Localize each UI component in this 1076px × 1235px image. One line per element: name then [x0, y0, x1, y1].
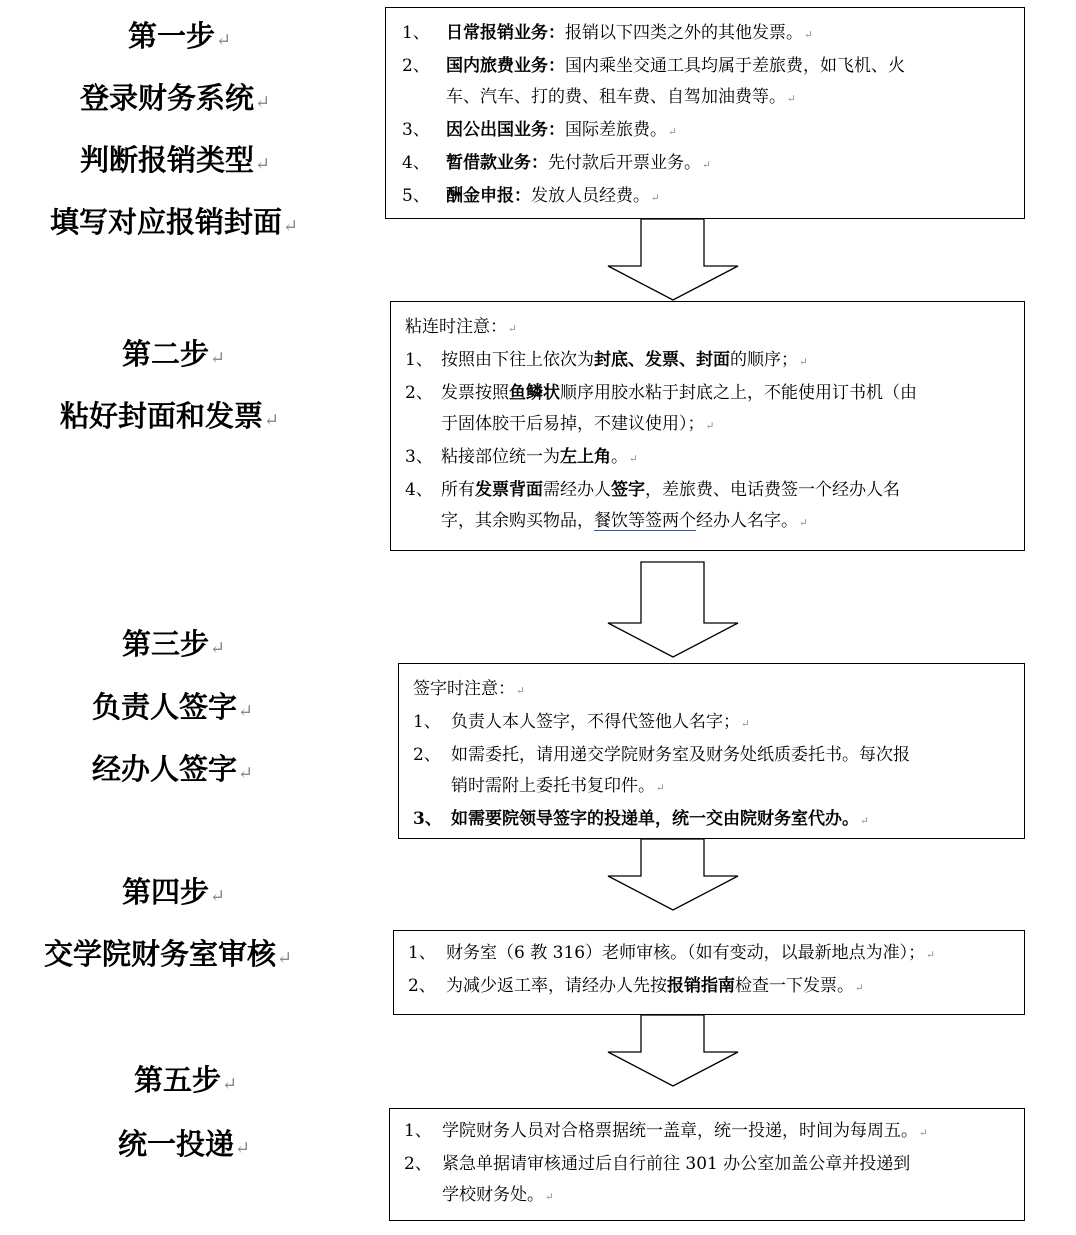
step5-title: 第五步↵ [134, 1063, 238, 1097]
box1-item: 3、 因公出国业务：国际差旅费。↵ [402, 120, 677, 140]
down-arrow-icon [608, 1015, 738, 1086]
box5-item: 1、 学院财务人员对合格票据统一盖章，统一投递，时间为每周五。↵ [404, 1121, 928, 1141]
step1-title: 第一步↵ [128, 19, 232, 53]
box2-header: 粘连时注意：↵ [405, 317, 517, 337]
return-mark-icon: ↵ [255, 92, 271, 113]
step4-line1: 交学院财务室审核↵ [44, 937, 293, 971]
box2-item-cont: 于固体胶干后易掉，不建议使用）；↵ [441, 414, 715, 434]
step3-line2: 经办人签字↵ [92, 752, 254, 786]
return-mark-icon: ↵ [235, 1138, 251, 1159]
step3-title: 第三步↵ [122, 627, 226, 661]
return-mark-icon: ↵ [264, 410, 280, 431]
box3-item: 1、 负责人本人签字，不得代签他人名字；↵ [413, 712, 750, 732]
return-mark-icon: ↵ [255, 154, 271, 175]
return-mark-icon: ↵ [210, 886, 226, 907]
return-mark-icon: ↵ [210, 638, 226, 659]
box3-item-cont: 销时需附上委托书复印件。↵ [451, 776, 665, 796]
return-mark-icon: ↵ [238, 701, 254, 722]
box2-item: 1、 按照由下往上依次为封底、发票、封面的顺序；↵ [405, 350, 808, 370]
step3-line1: 负责人签字↵ [92, 690, 254, 724]
step5-line1: 统一投递↵ [118, 1127, 251, 1161]
box5-item-cont: 学校财务处。↵ [442, 1185, 554, 1205]
box3-header: 签字时注意：↵ [413, 679, 525, 699]
box2-item-cont: 字，其余购买物品，餐饮等签两个经办人名字。↵ [441, 511, 808, 531]
box2-item: 2、 发票按照鱼鳞状顺序用胶水粘于封底之上，不能使用订书机（由 [405, 383, 917, 403]
step1-line3: 填写对应报销封面↵ [50, 205, 299, 239]
box4-item: 2、 为减少返工率，请经办人先按报销指南检查一下发票。↵ [408, 976, 864, 996]
down-arrow-icon [608, 219, 738, 300]
return-mark-icon: ↵ [283, 216, 299, 237]
box1-item: 5、 酬金申报：发放人员经费。↵ [402, 186, 660, 206]
box2-item: 4、 所有发票背面需经办人签字，差旅费、电话费签一个经办人名 [405, 480, 900, 500]
return-mark-icon: ↵ [210, 348, 226, 369]
box3-item: 2、 如需委托，请用递交学院财务室及财务处纸质委托书。每次报 [413, 745, 910, 765]
box1-item-cont: 车、汽车、打的费、租车费、自驾加油费等。↵ [446, 87, 796, 107]
return-mark-icon: ↵ [277, 948, 293, 969]
box4-item: 1、 财务室（6 教 316）老师审核。（如有变动，以最新地点为准）；↵ [408, 943, 935, 963]
return-mark-icon: ↵ [238, 763, 254, 784]
step2-title: 第二步↵ [122, 337, 226, 371]
box5-item: 2、 紧急单据请审核通过后自行前往 301 办公室加盖公章并投递到 [404, 1154, 911, 1174]
down-arrow-icon [608, 562, 738, 657]
step2-line1: 粘好封面和发票↵ [60, 399, 280, 433]
step1-line2: 判断报销类型↵ [80, 143, 271, 177]
return-mark-icon: ↵ [216, 30, 232, 51]
box1-item: 1、 日常报销业务：报销以下四类之外的其他发票。↵ [402, 23, 813, 43]
box1-item: 4、 暂借款业务：先付款后开票业务。↵ [402, 153, 711, 173]
step1-line1: 登录财务系统↵ [80, 81, 271, 115]
down-arrow-icon [608, 839, 738, 910]
box3-item: 3、 如需要院领导签字的投递单，统一交由院财务室代办。↵ [413, 809, 869, 829]
step4-title: 第四步↵ [122, 875, 226, 909]
box1-item: 2、 国内旅费业务：国内乘坐交通工具均属于差旅费，如飞机、火 [402, 56, 905, 76]
return-mark-icon: ↵ [222, 1074, 238, 1095]
box2-item: 3、 粘接部位统一为左上角。↵ [405, 447, 638, 467]
